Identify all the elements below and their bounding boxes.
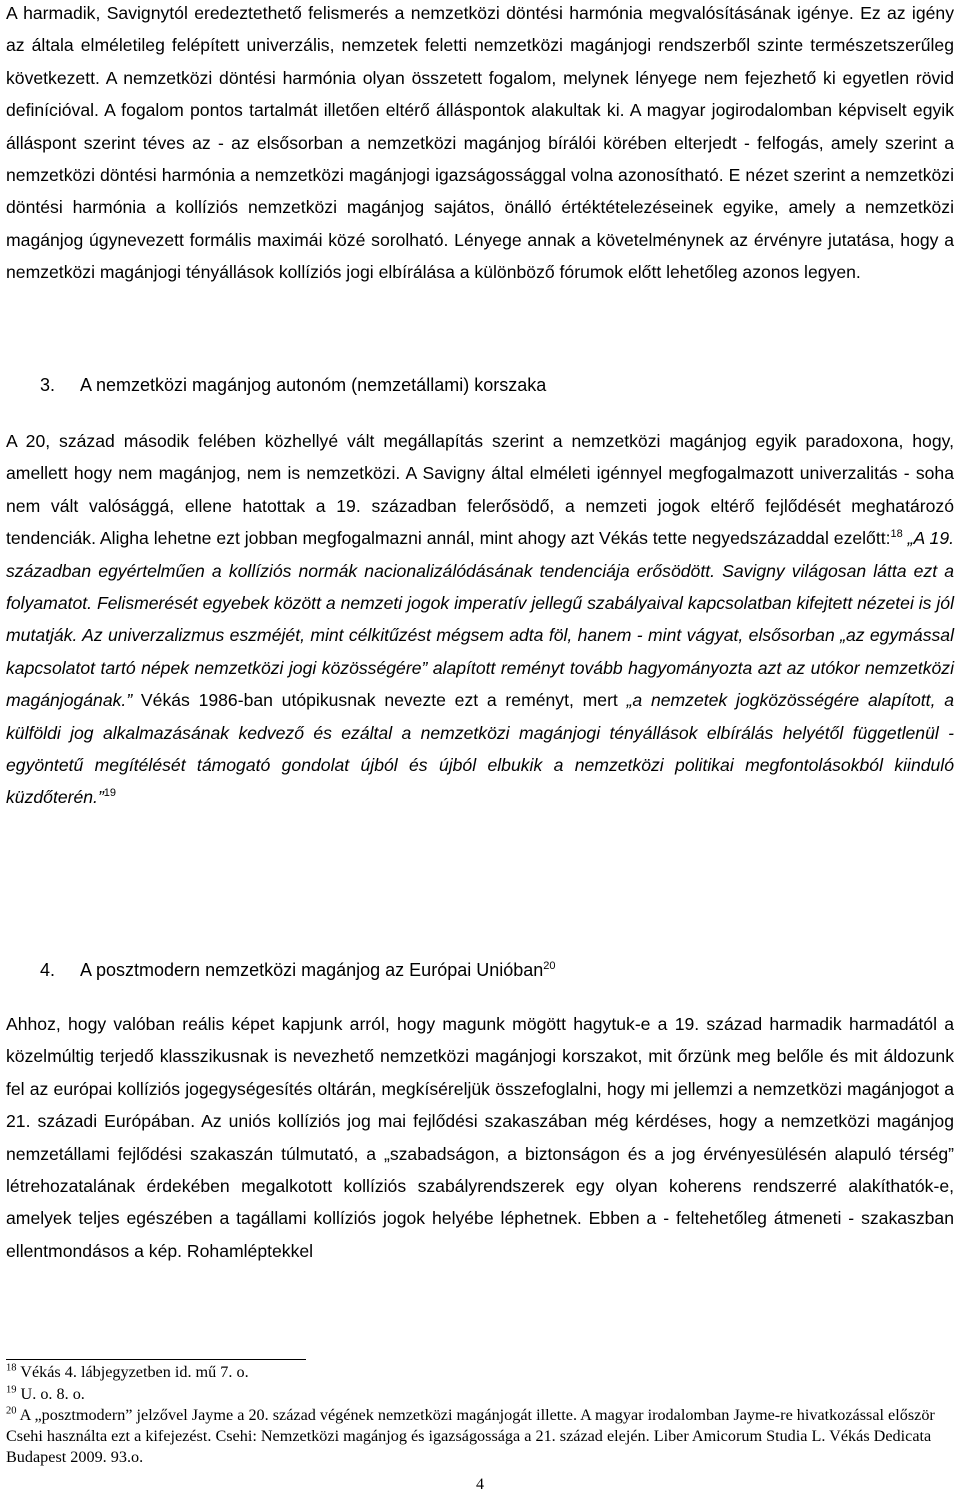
paragraph-decision-harmony: A harmadik, Savignytól eredeztethető felismerés a nemzetközi döntési harmónia megvalósításának igénye. Ez az igény az általa elméletileg felépített univerzális, nemzetek feletti nemzetközi magánjogi rendszerből szinte természetszerűleg következett. A nemzetközi döntési harmónia olyan összetett fogalom, melynek lényege nem fejezhető ki egyetlen rövid definícióval. A fogalom pontos tartalmát illetően eltérő álláspontok alakultak ki. A magyar jogirodalomban képviselt egyik álláspont szerint téves az - az elsősorban a nemzetközi magánjog bírálói körében elterjedt - felfogás, amely szerint a nemzetközi döntési harmónia a nemzetközi magánjogi igazságossággal volna azonosítható. E nézet szerint a nemzetközi döntési harmónia a kollíziós nemzetközi magánjog sajátos, önálló értéktételezéseinek egyike, amely a nemzetközi magánjog úgynevezett formális maximái közé sorolható. Lényege annak a követelménynek az érvényre jutatása, hogy a nemzetközi magánjogi tényállások kollíziós jogi elbírálása a különböző fórumok előtt lehetőleg azonos legyen. xyxy=(6,3,954,283)
footnote-19 xyxy=(6,1384,954,1405)
footnote-ref-20[interactable]: 20 xyxy=(543,960,556,972)
footnote-number: 19 xyxy=(6,1384,17,1396)
footnote-separator xyxy=(6,1359,306,1360)
quote-vekas-2: „a nemzetek jogközösségére alapított, a külföldi jog alkalmazásának kedvező és ezáltal a nemzetközi magánjogi tényállások elbírálás helyétől függetlenül - egyöntetű megítélését támogató gondolat újból és újból elbukik a nemzetközi politikai megfontolásokból kiinduló küzdőterén.” xyxy=(6,690,954,808)
footnote-ref-19[interactable]: 19 xyxy=(103,787,117,800)
footnote-number: 20 xyxy=(6,1405,17,1417)
footnote-text: U. o. 8. o. xyxy=(16,1385,85,1403)
footnote-text: A „posztmodern” jelzővel Jayme a 20. század végének nemzetközi magánjogát illette. A magyar irodalomban Jayme-re hivatkozással először Csehi használta ezt a kifejezést. Csehi: Nemzetközi magánjog és igazságossága a 21. század elején. Liber Amicorum Studia L. Vékás Dedicata Budapest 2009. 93.o. xyxy=(6,1406,935,1466)
section-title: A nemzetközi magánjog autonóm (nemzetállami) korszaka xyxy=(80,375,547,395)
footnote-18 xyxy=(6,1362,954,1383)
section-heading-3 xyxy=(40,373,546,397)
footnote-number: 18 xyxy=(6,1362,17,1374)
footnote-ref-18[interactable]: 18 xyxy=(890,528,903,541)
paragraph-text: Vékás 1986-ban utópikusnak nevezte ezt a reményt, mert xyxy=(132,690,627,711)
section-number: 4. xyxy=(40,960,56,980)
page-number: 4 xyxy=(476,1476,484,1493)
footnote-text: Vékás 4. lábjegyzetben id. mű 7. o. xyxy=(16,1363,249,1381)
section-heading-4 xyxy=(40,958,556,982)
footnote-20 xyxy=(6,1405,954,1468)
paragraph-postmodern: Ahhoz, hogy valóban reális képet kapjunk arról, hogy magunk mögött hagytuk-e a 19. század harmadik harmadától a közelmúltig terjedő klasszikusnak is nevezhető nemzetközi magánjogi korszakot, mit őrzünk meg belőle és mit áldozunk fel az európai kollíziós jogegységesítés oltárán, megkíséreljük összefoglalni, hogy mi jellemzi a nemzetközi magánjogot a 21. századi Európában. Az uniós kollíziós jog mai fejlődési szakaszában még kérdéses, hogy a nemzetközi magánjog nemzetállami fejlődési szakaszán túlmutató, a „szabadságon, a biztonságon és a jog érvényesülésén alapuló térség” létrehozatalának érdekében megalkotott kollíziós szabályrendszerek egy olyan koherens rendszerré alakíthatók-e, amelyek teljes egészében a tagállami kollíziós jogok helyébe léphetnek. Ebben a - feltehetőleg átmeneti - szakaszban ellentmondásos a kép. Rohamléptekkel xyxy=(6,1014,954,1261)
section-number: 3. xyxy=(40,375,56,395)
quote-vekas-1: „A 19. században egyértelműen a kollíziós normák nacionalizálódásának tendenciája erősödött. Savigny világosan látta ezt a folyamatot. Felismerését egyebek között a nemzeti jogok imperatív jellegű szabályaival kapcsolatban kifejtett nézetei is jól mutatják. Az univerzalizmus eszméjét, mint célkitűzést mégsem adta föl, hanem - mint vágyat, elsősorban „az egymással kapcsolatot tartó népek nemzetközi jogi közösségére” alapított reményt tovább hagyományozta azt az utókor nemzetközi magánjogának.” xyxy=(6,528,954,711)
section-title: A posztmodern nemzetközi magánjog az Európai Unióban xyxy=(80,960,544,980)
paragraph-text: A 20, század második felében közhellyé vált megállapítás szerint a nemzetközi magánjog egyik paradoxona, hogy, amellett hogy nem magánjog, nem is nemzetközi. A Savigny által elméleti igénnyel megfogalmazott univerzalitás - soha nem vált valósággá, ellene hatottak a 19. században felerősödő, a nemzeti jogok eltérő fejlődését meghatározó tendenciák. Aligha lehetne ezt jobban megfogalmazni annál, mint ahogy azt Vékás tette negyedszázaddal ezelőtt: xyxy=(6,431,954,549)
paragraph-autonomous-era xyxy=(6,425,954,814)
